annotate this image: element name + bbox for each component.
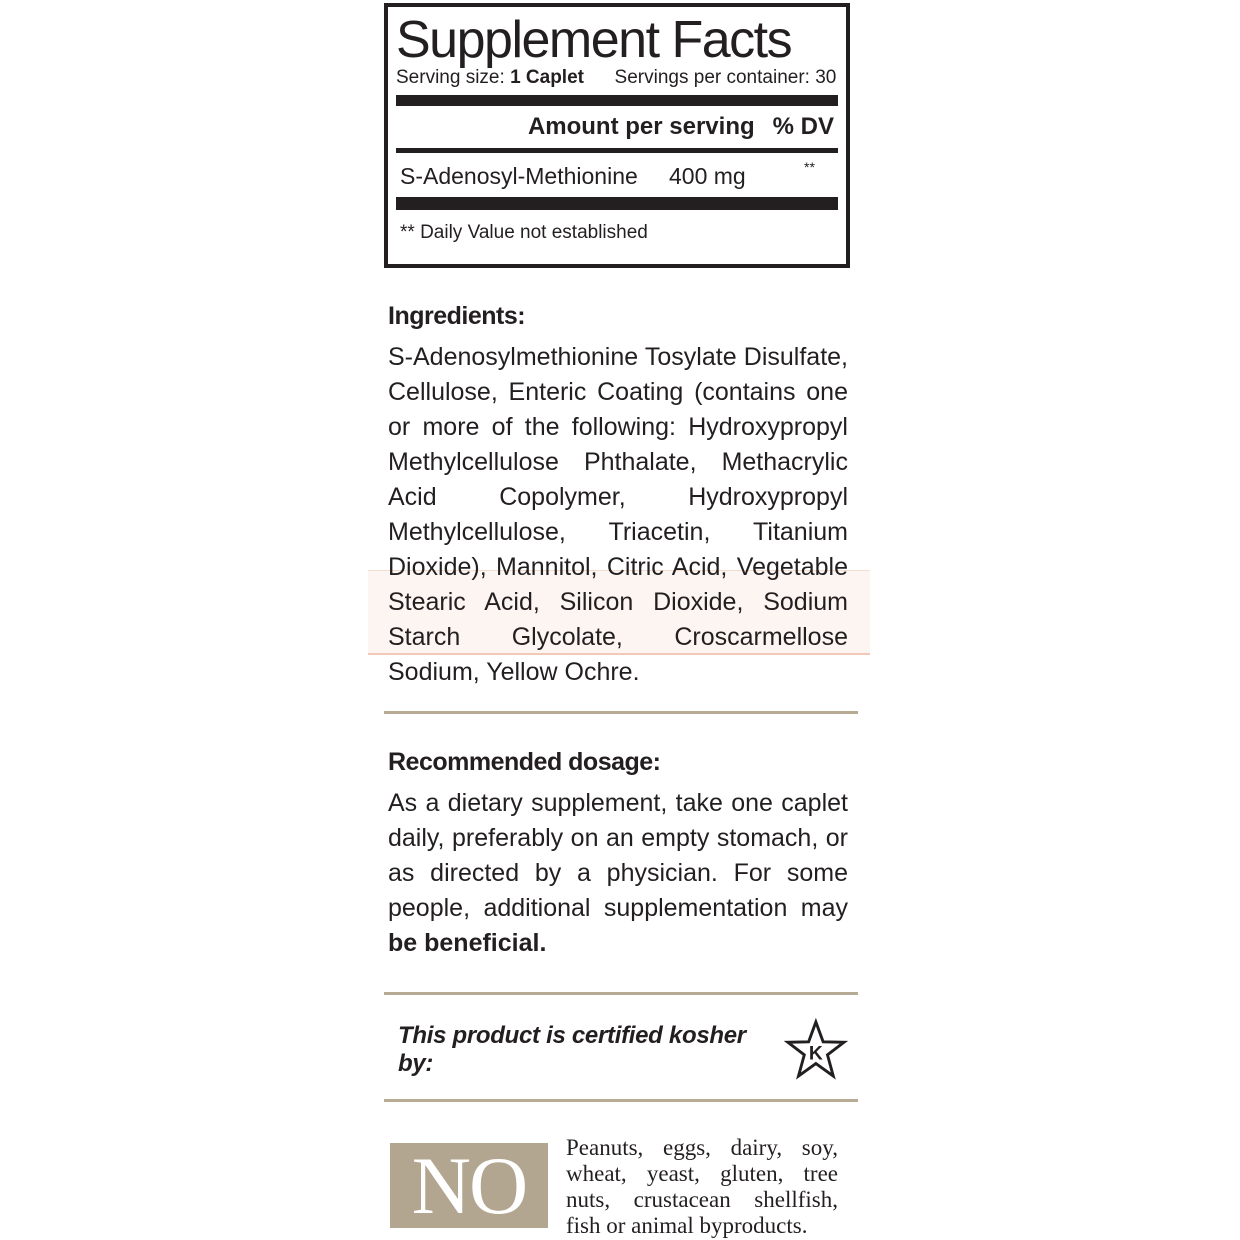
allergen-text: Peanuts, eggs, dairy, soy, wheat, yeast, gluten, tree nuts, crustacean shellfish, fish or animal byproducts. [566, 1135, 838, 1238]
supplement-facts-panel [384, 3, 858, 268]
nutrient-name: S-Adenosyl-Methionine [400, 163, 638, 189]
dv-footnote: ** Daily Value not established [400, 222, 648, 243]
medium-rule [396, 197, 838, 210]
serving-size-value: 1 Caplet [510, 67, 584, 88]
servings-per-container-label: Servings per container: [614, 67, 810, 88]
dosage-text [384, 786, 850, 961]
kosher-letter: K [809, 1043, 824, 1065]
ingredients-section [384, 300, 854, 690]
supplement-facts-box [384, 3, 850, 268]
serving-size-label: Serving size: [396, 67, 505, 88]
serving-line [396, 67, 838, 89]
kosher-certification [398, 1015, 848, 1085]
dosage-text-bold: be beneficial. [388, 929, 547, 957]
nutrient-amount: 400 mg [669, 163, 746, 189]
dosage-text-main: As a dietary supplement, take one caplet daily, preferably on an empty stomach, or as directed by a physician. For some people, additional supplementation may [388, 789, 848, 922]
section-divider [384, 711, 858, 714]
kosher-star-k-icon [784, 1018, 848, 1082]
ingredients-text: S-Adenosylmethionine Tosylate Disulfate, Cellulose, Enteric Coating (contains one or more of the following: Hydroxypropyl Methylcellulose Phthalate, Methacrylic Acid Copolymer, Hydroxypropyl Methylcellulose, Triacetin, Titanium Dioxide), Mannitol, Citric Acid, Vegetable Stearic Acid, Silicon Dioxide, Sodium Starch Glycolate, Croscarmellose Sodium, Yellow Ochre. [388, 343, 848, 686]
no-badge: NO [390, 1143, 548, 1228]
ingredients-heading: Ingredients: [388, 302, 526, 330]
dv-header: % DV [772, 113, 834, 140]
amount-header-row [396, 106, 838, 148]
kosher-text: This product is certified kosher by: [398, 1022, 746, 1077]
facts-title: Supplement Facts [396, 11, 792, 69]
nutrient-dv: ** [804, 159, 815, 175]
thick-rule [396, 95, 838, 106]
amount-per-serving-header: Amount per serving [527, 113, 755, 140]
section-divider [384, 1099, 858, 1102]
section-divider [384, 992, 858, 995]
nutrient-row [396, 153, 838, 197]
dosage-section [384, 746, 854, 961]
allergen-statement [390, 1135, 854, 1240]
servings-per-container-value: 30 [815, 67, 837, 88]
dosage-heading: Recommended dosage: [388, 748, 661, 776]
